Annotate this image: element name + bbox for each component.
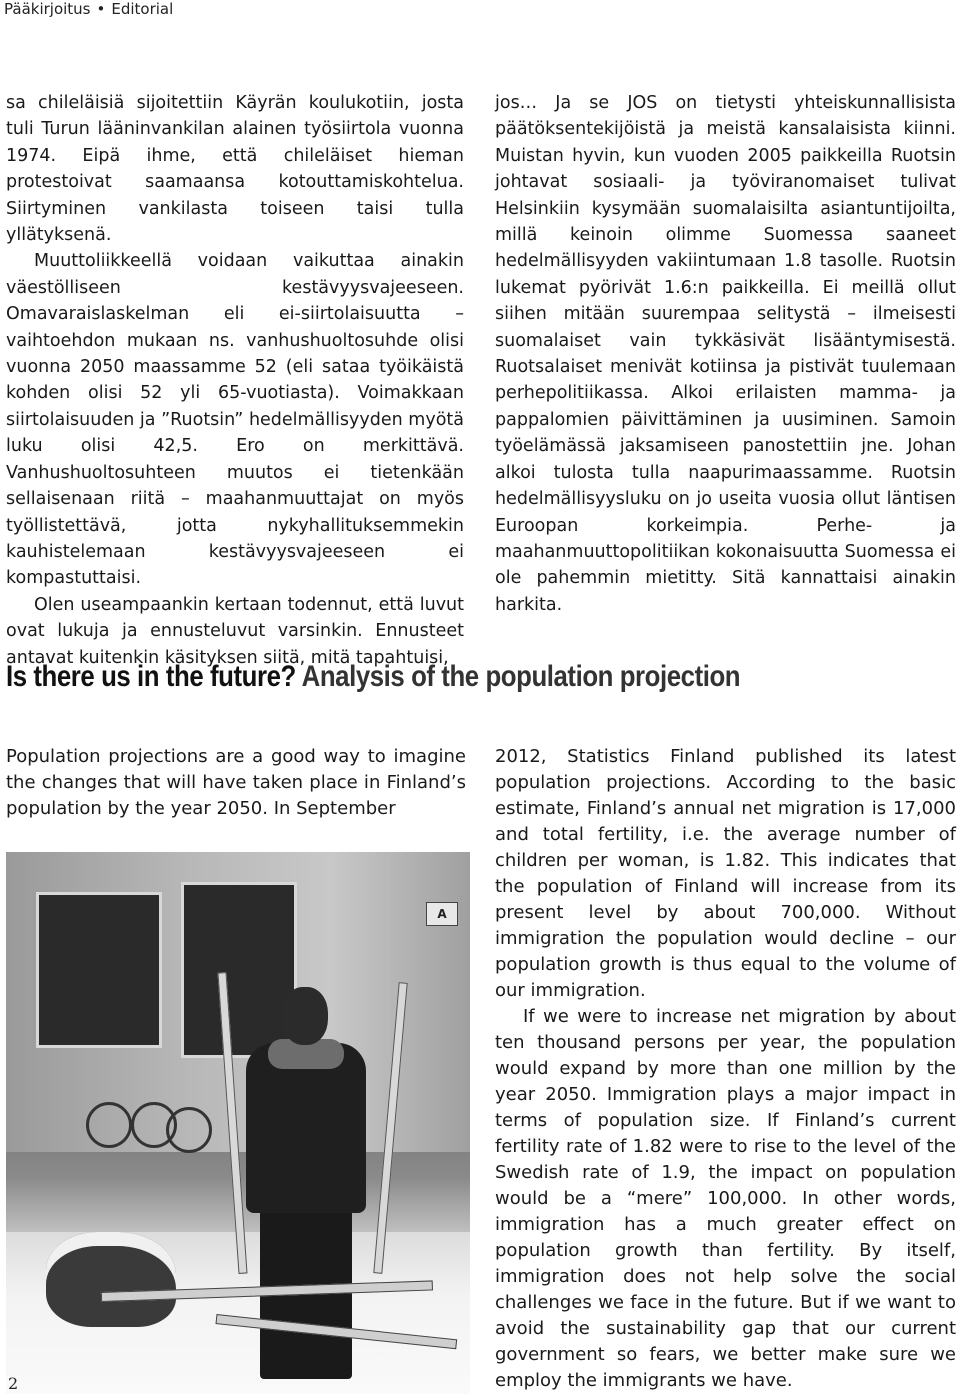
article-column-right [495,744,956,1394]
article-paragraph: If we were to increase net migration by about ten thousand persons per year, the population would expand by more than one million by the year 2050. Immigration plays a major impact in terms of population size. If Finland’s current fertility rate of 1.82 were to rise to the level of the Swedish rate of 1.9, the impact on population would be a “mere” 100,000. In other words, immigration has a much greater effect on population growth than fertility. By itself, immigration does not help solve the social challenges we face in the future. But if we want to avoid the sustainability gap that our current government so fears, we better make sure we employ the immigrants we have. [495,1006,956,1391]
photo-window [36,892,162,1048]
header-subsection: Editorial [111,0,174,18]
finnish-paragraph: Muuttoliikkeellä voidaan vaikuttaa ainakin väestölliseen kestävyysvajeeseen. Omavaraislaskelman eli ei-siirtolaisuutta –vaihtoehdon mukaan ns. vanhushuoltosuhde olisi vuonna 2050 maassamme 52 (eli sataa työikäistä kohden olisi 52 yli 65-vuotiasta). Voimakkaan siirtolaisuuden ja ”Ruotsin” hedelmällisyyden myötä luku olisi 42,5. Ero on merkittävä. Vanhushuoltosuhteen muutos ei tietenkään sellaisenaan riitä – maahanmuuttajat on myös työllistettävä, jotta nykyhallituksemmekin kauhistelemaan kestävyysvajeeseen ei kompastuttaisi. [6,251,464,589]
header-separator: • [96,0,106,18]
page-number: 2 [8,1374,19,1393]
finnish-paragraph: Olen useampaankin kertaan todennut, että luvut ovat lukuja ja ennusteluvut varsinkin. Ennusteet antavat kuitenkin käsityksen siitä, mitä tapahtuisi, [6,594,464,668]
photo-person-head [282,987,328,1045]
photo-rock [46,1232,176,1327]
article-title-subtitle: Analysis of the population projection [301,660,741,693]
article-column-left [6,744,466,822]
finnish-paragraph: jos… Ja se JOS on tietysti yhteiskunnallisista päätöksentekijöistä ja meistä kansalaisista kiinni. Muistan hyvin, kun vuoden 2005 paikkeilla Ruotsin johtavat sosiaali- ja työviranomaiset tulivat Helsinkiin kysymään suomalaisilta asiantuntijoilta, millä keinoin olimme Suomessa saaneet hedelmällisyyden vakiintumaan 1.8 tasolle. Ruotsin lukemat pyörivät 1.6:n paikkeilla. Ei meillä ollut siihen mitään suurempaa selitystä – ilmeisesti suomalaiset vain tykkäsivät lisääntymisestä. Ruotsalaiset menivät kotiinsa ja pistivät tuulemaan perhepolitiikassa. Alkoi erilaisten mamma- ja pappalomien päivittäminen ja uusiminen. Samoin työelämässä jaksamiseen panostettiin jne. Johan alkoi tulosta tulla naapurimaassamme. Ruotsin hedelmällisyysluku on jo useita vuosia ollut läntisen Euroopan korkeimpia. Perhe- ja maahanmuuttopolitiikan kokonaisuutta Suomessa ei ole pahemmin mietitty. Sitä kannattaisi ainakin harkita. [495,93,956,615]
finnish-paragraph: sa chileläisiä sijoitettiin Käyrän koulukotiin, josta tuli Turun lääninvankilan alainen työsiirtola vuonna 1974. Eipä ihme, että chileläiset hieman protestoivat saamaansa kotouttamiskohtelua. Siirtyminen vankilasta toiseen taisi tulla yllätyksenä. [6,93,464,246]
photo-bicycle-wheel [86,1102,132,1148]
article-title [6,660,823,694]
article-intro: Population projections are a good way to imagine the changes that will have taken place in Finland’s population by the year 2050. In September [6,746,466,819]
photo-sign: A [426,902,458,926]
article-photo [6,852,470,1394]
header-section: Pääkirjoitus [4,0,91,18]
photo-bicycle-wheel [166,1107,212,1153]
finnish-column-right [495,90,956,618]
article-title-question: Is there us in the future? [6,660,296,693]
article-paragraph: 2012, Statistics Finland published its latest population projections. According to the basic estimate, Finland’s annual net migration is 17,000 and total fertility, i.e. the average number of children per woman, is 1.82. This indicates that the population of Finland will increase from its present level by about 700,000. Without immigration the population would decline – our population growth is thus equal to the volume of our immigration. [495,746,956,1001]
finnish-column-left [6,90,464,671]
running-header [4,0,173,18]
